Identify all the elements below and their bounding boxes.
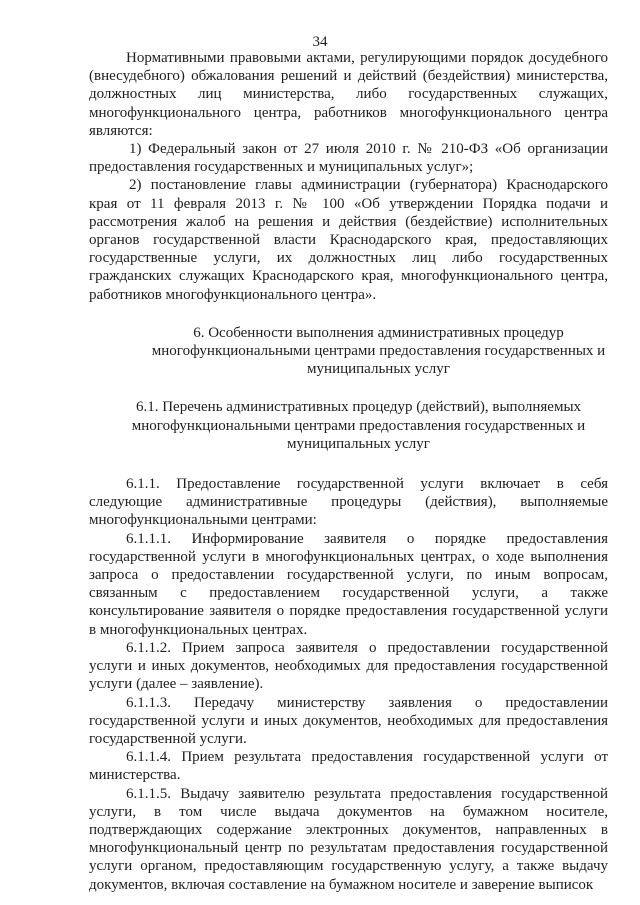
clause-paragraph: 6.1.1. Предоставление государственной услуги включает в себя следующие административные процедуры (действия), выполняемые многофункциональными центрами:: [89, 476, 608, 529]
section-6-1-heading: 6.1. Перечень административных процедур (действий), выполняемых многофункциональными центрами предоставления государственных и муниципальных услуг: [131, 399, 586, 452]
clause-paragraph: 6.1.1.2. Прием запроса заявителя о предоставлении государственной услуги и иных документов, необходимых для предоставления государственной услуги (далее – заявление).: [89, 639, 608, 693]
document-body: [89, 49, 608, 894]
page-number: 34: [312, 34, 328, 50]
legal-act-item: 2) постановление главы администрации (губернатора) Краснодарского края от 11 февраля 2013 г. № 100 «Об утверждении Порядка подачи и рассмотрения жалоб на решения и действия (бездействие) исполнительных органов государственной власти Краснодарского края, предоставляющих государственные услуги, их должностных лиц либо государственных гражданских служащих Краснодарского края, многофункционального центра, работников многофункционального центра».: [89, 177, 608, 303]
clause-paragraph: 6.1.1.5. Выдачу заявителю результата предоставления государственной услуги, в том числе выдача документов на бумажном носителе, подтверждающих содержание электронных документов, направленных в многофункциональный центр по результатам предоставления государственной услуги органом, предоставляющим государственную услугу, а также выдачу документов, включая составление на бумажном носителе и заверение выписок: [89, 785, 608, 893]
intro-paragraph: Нормативными правовыми актами, регулирующими порядок досудебного (внесудебного) обжалования решений и действий (бездействия) министерства, должностных лиц министерства, либо государственных служащих, многофункционального центра, работников многофункционального центра являются:: [89, 50, 608, 139]
clause-paragraph: 6.1.1.1. Информирование заявителя о порядке предоставления государственной услуги в многофункциональных центрах, о ходе выполнения запроса о предоставлении государственной услуги, по иным вопросам, связанным с предоставлением государственной услуги, а также консультирование заявителя о порядке предоставления государственной услуги в многофункциональных центрах.: [89, 530, 608, 638]
clause-paragraph: 6.1.1.3. Передачу министерству заявления о предоставлении государственной услуги и иных документов, необходимых для предоставления государственной услуги.: [89, 694, 608, 747]
legal-act-item: 1) Федеральный закон от 27 июля 2010 г. № 210-ФЗ «Об организации предоставления государственных и муниципальных услуг»;: [89, 141, 608, 176]
clause-paragraph: 6.1.1.4. Прием результата предоставления государственной услуги от министерства.: [89, 749, 608, 784]
section-6-heading: 6. Особенности выполнения административных процедур многофункциональными центрами предоставления государственных и муниципальных услуг: [151, 324, 606, 378]
